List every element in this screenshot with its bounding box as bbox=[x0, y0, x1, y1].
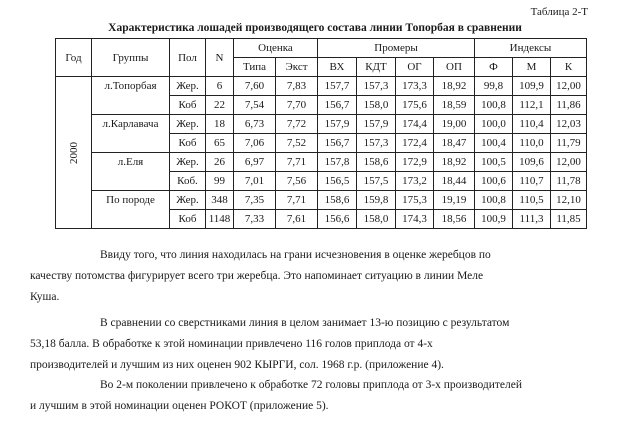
table-row bbox=[56, 191, 587, 210]
value-cell: 348 bbox=[206, 191, 234, 210]
value-cell: 1148 bbox=[206, 210, 234, 229]
paragraph-line: качеству потомства фигурирует всего три жеребца. Это напоминает ситуацию в линии Меле bbox=[30, 270, 484, 282]
value-cell: 173,3 bbox=[396, 77, 434, 96]
header-sex: Пол bbox=[170, 39, 206, 77]
value-cell: 110,7 bbox=[513, 172, 551, 191]
header-index-m: М bbox=[513, 58, 551, 77]
table-body bbox=[56, 39, 587, 229]
table-number-label: Таблица 2-Т bbox=[530, 6, 588, 18]
value-cell: 172,4 bbox=[396, 134, 434, 153]
value-cell: 112,1 bbox=[513, 96, 551, 115]
value-cell: 100,8 bbox=[475, 191, 513, 210]
value-cell: 159,8 bbox=[357, 191, 396, 210]
header-measures: Промеры bbox=[318, 39, 475, 58]
header-score-type: Типа bbox=[234, 58, 276, 77]
value-cell: 157,8 bbox=[318, 153, 357, 172]
sex-cell: Жер. bbox=[170, 153, 206, 172]
value-cell: 7,56 bbox=[276, 172, 318, 191]
value-cell: 172,9 bbox=[396, 153, 434, 172]
value-cell: 100,0 bbox=[475, 115, 513, 134]
value-cell: 12,10 bbox=[551, 191, 587, 210]
value-cell: 6,97 bbox=[234, 153, 276, 172]
value-cell: 110,0 bbox=[513, 134, 551, 153]
header-measure-og: ОГ bbox=[396, 58, 434, 77]
value-cell: 109,6 bbox=[513, 153, 551, 172]
value-cell: 6,73 bbox=[234, 115, 276, 134]
value-cell: 110,5 bbox=[513, 191, 551, 210]
value-cell: 7,33 bbox=[234, 210, 276, 229]
value-cell: 109,9 bbox=[513, 77, 551, 96]
value-cell: 18 bbox=[206, 115, 234, 134]
value-cell: 18,92 bbox=[434, 77, 475, 96]
value-cell: 100,4 bbox=[475, 134, 513, 153]
value-cell: 157,9 bbox=[318, 115, 357, 134]
value-cell: 158,6 bbox=[357, 153, 396, 172]
value-cell: 7,70 bbox=[276, 96, 318, 115]
value-cell: 175,6 bbox=[396, 96, 434, 115]
header-index-f: Ф bbox=[475, 58, 513, 77]
value-cell: 100,6 bbox=[475, 172, 513, 191]
sex-cell: Коб. bbox=[170, 172, 206, 191]
value-cell: 175,3 bbox=[396, 191, 434, 210]
value-cell: 18,56 bbox=[434, 210, 475, 229]
paragraph-line: Во 2-м поколении привлечено к обработке 72 головы приплода от 3-х производителей bbox=[100, 379, 523, 391]
value-cell: 100,8 bbox=[475, 96, 513, 115]
value-cell: 110,4 bbox=[513, 115, 551, 134]
value-cell: 19,19 bbox=[434, 191, 475, 210]
year-value: 2000 bbox=[67, 141, 80, 164]
group-name-cell: л.Топорбая bbox=[92, 77, 170, 115]
header-score: Оценка bbox=[234, 39, 318, 58]
value-cell: 6 bbox=[206, 77, 234, 96]
value-cell: 157,3 bbox=[357, 77, 396, 96]
table-row bbox=[56, 77, 587, 96]
header-score-ext: Экст bbox=[276, 58, 318, 77]
value-cell: 18,44 bbox=[434, 172, 475, 191]
value-cell: 18,92 bbox=[434, 153, 475, 172]
value-cell: 100,9 bbox=[475, 210, 513, 229]
value-cell: 11,79 bbox=[551, 134, 587, 153]
paragraph bbox=[30, 313, 605, 376]
value-cell: 7,72 bbox=[276, 115, 318, 134]
value-cell: 7,61 bbox=[276, 210, 318, 229]
paragraph-line: 53,18 балла. В обработке к этой номинации привлечено 116 голов приплода от 4-х bbox=[30, 338, 433, 350]
header-measure-vh: ВХ bbox=[318, 58, 357, 77]
sex-cell: Жер. bbox=[170, 191, 206, 210]
horse-characteristics-table bbox=[55, 38, 587, 229]
value-cell: 26 bbox=[206, 153, 234, 172]
year-cell bbox=[56, 77, 92, 229]
paragraph-line: и лучшим в этой номинации оценен РОКОТ (приложение 5). bbox=[30, 400, 329, 412]
value-cell: 7,54 bbox=[234, 96, 276, 115]
value-cell: 11,85 bbox=[551, 210, 587, 229]
header-measure-op: ОП bbox=[434, 58, 475, 77]
sex-cell: Жер. bbox=[170, 77, 206, 96]
paragraph-line: производителей и лучшим из них оценен 902 КЫРГИ, сол. 1968 г.р. (приложение 4). bbox=[30, 359, 444, 371]
table-title: Характеристика лошадей производящего состава линии Топорбая в сравнении bbox=[108, 22, 522, 34]
value-cell: 174,3 bbox=[396, 210, 434, 229]
value-cell: 19,00 bbox=[434, 115, 475, 134]
value-cell: 111,3 bbox=[513, 210, 551, 229]
value-cell: 7,83 bbox=[276, 77, 318, 96]
value-cell: 173,2 bbox=[396, 172, 434, 191]
paragraph bbox=[30, 375, 605, 417]
header-index-k: К bbox=[551, 58, 587, 77]
table-row bbox=[56, 115, 587, 134]
value-cell: 99,8 bbox=[475, 77, 513, 96]
header-row-1 bbox=[56, 39, 587, 58]
value-cell: 12,00 bbox=[551, 77, 587, 96]
value-cell: 157,7 bbox=[318, 77, 357, 96]
value-cell: 65 bbox=[206, 134, 234, 153]
value-cell: 11,78 bbox=[551, 172, 587, 191]
value-cell: 158,0 bbox=[357, 210, 396, 229]
value-cell: 156,6 bbox=[318, 210, 357, 229]
value-cell: 157,5 bbox=[357, 172, 396, 191]
value-cell: 7,01 bbox=[234, 172, 276, 191]
value-cell: 22 bbox=[206, 96, 234, 115]
sex-cell: Коб bbox=[170, 210, 206, 229]
value-cell: 7,52 bbox=[276, 134, 318, 153]
group-name-cell: По породе bbox=[92, 191, 170, 229]
value-cell: 18,47 bbox=[434, 134, 475, 153]
header-n: N bbox=[206, 39, 234, 77]
value-cell: 7,60 bbox=[234, 77, 276, 96]
header-indices: Индексы bbox=[475, 39, 587, 58]
value-cell: 7,35 bbox=[234, 191, 276, 210]
header-groups: Группы bbox=[92, 39, 170, 77]
sex-cell: Коб bbox=[170, 96, 206, 115]
sex-cell: Коб bbox=[170, 134, 206, 153]
value-cell: 100,5 bbox=[475, 153, 513, 172]
sex-cell: Жер. bbox=[170, 115, 206, 134]
value-cell: 174,4 bbox=[396, 115, 434, 134]
value-cell: 157,3 bbox=[357, 134, 396, 153]
value-cell: 156,5 bbox=[318, 172, 357, 191]
paragraph-line: Куша. bbox=[30, 291, 60, 303]
value-cell: 11,86 bbox=[551, 96, 587, 115]
value-cell: 7,71 bbox=[276, 191, 318, 210]
paragraph-line: Ввиду того, что линия находилась на грани исчезновения в оценке жеребцов по bbox=[100, 249, 491, 261]
value-cell: 7,71 bbox=[276, 153, 318, 172]
paragraph bbox=[30, 245, 605, 308]
group-name-cell: л.Карлавача bbox=[92, 115, 170, 153]
value-cell: 7,06 bbox=[234, 134, 276, 153]
paragraph-line: В сравнении со сверстниками линия в целом занимает 13-ю позицию с результатом bbox=[100, 317, 510, 329]
value-cell: 157,9 bbox=[357, 115, 396, 134]
table-row bbox=[56, 153, 587, 172]
value-cell: 156,7 bbox=[318, 96, 357, 115]
header-measure-kdt: КДТ bbox=[357, 58, 396, 77]
value-cell: 158,0 bbox=[357, 96, 396, 115]
value-cell: 158,6 bbox=[318, 191, 357, 210]
value-cell: 156,7 bbox=[318, 134, 357, 153]
value-cell: 12,00 bbox=[551, 153, 587, 172]
value-cell: 12,03 bbox=[551, 115, 587, 134]
value-cell: 99 bbox=[206, 172, 234, 191]
group-name-cell: л.Еля bbox=[92, 153, 170, 191]
value-cell: 18,59 bbox=[434, 96, 475, 115]
header-year: Год bbox=[56, 39, 92, 77]
